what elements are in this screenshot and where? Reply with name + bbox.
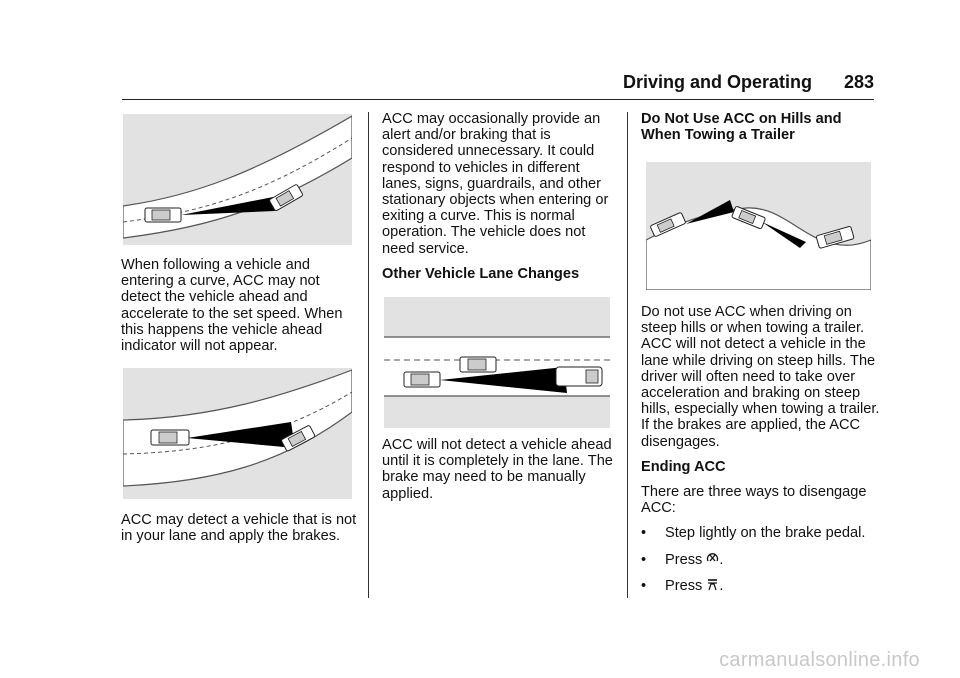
section-title: Driving and Operating (622, 72, 812, 92)
list-item-text: Press (665, 551, 703, 568)
paragraph: ACC may detect a vehicle that is not in your lane and apply the brakes. (121, 512, 357, 545)
column-2-bottom (382, 437, 618, 511)
figure-lane-change (384, 297, 610, 428)
figure-curve-following (123, 114, 352, 245)
watermark: carmanualsonline.info (719, 649, 920, 671)
cruise-on-off-icon (706, 578, 719, 591)
paragraph: There are three ways to disengage ACC: (641, 484, 867, 517)
list-item-suffix: . (719, 551, 724, 568)
column-2-top (382, 111, 618, 291)
figure-hills (646, 162, 871, 290)
column-1-bottom (121, 512, 357, 553)
column-3-bottom (641, 304, 881, 604)
list-item-text: Press (665, 577, 703, 594)
list-item (641, 578, 881, 594)
subheading: Do Not Use ACC on Hills and When Towing a Trailer (641, 111, 842, 144)
paragraph: ACC will not detect a vehicle ahead until it is completely in the lane. The brake may need to be manually applied. (382, 437, 613, 502)
bullet-marker: • (641, 525, 647, 542)
paragraph: When following a vehicle and entering a curve, ACC may not detect the vehicle ahead and accelerate to the set speed. When this happens the vehicle ahead indicator will not appear. (121, 257, 343, 355)
list-item (641, 525, 881, 541)
list-item-suffix: . (719, 577, 724, 594)
figure-curve-adjacent-lane (123, 368, 352, 499)
paragraph: Do not use ACC when driving on steep hills or when towing a trailer. ACC will not detect a vehicle in the lane while driving on steep hills. The driver will often need to take over acceleration and braking on steep hills, especially when towing a trailer. If the brakes are applied, the ACC disengages. (641, 304, 880, 450)
paragraph: ACC may occasionally provide an alert and/or braking that is considered unnecessary. It could respond to vehicles in different lanes, signs, guardrails, and other stationary objects when entering or exiting a curve. This is normal operation. The vehicle does not need service. (382, 111, 609, 257)
bullet-marker: • (641, 551, 647, 568)
column-1-top (121, 257, 357, 363)
cruise-cancel-icon (706, 552, 719, 565)
list-item (641, 552, 881, 568)
list-item-text: Step lightly on the brake pedal. (665, 525, 866, 542)
subheading: Ending ACC (641, 458, 726, 475)
column-divider (627, 112, 628, 598)
page-number: 283 (843, 72, 874, 92)
column-divider (368, 112, 369, 598)
page-header (122, 72, 874, 100)
subheading: Other Vehicle Lane Changes (382, 265, 580, 282)
column-3-top (641, 111, 877, 152)
bullet-marker: • (641, 577, 647, 594)
